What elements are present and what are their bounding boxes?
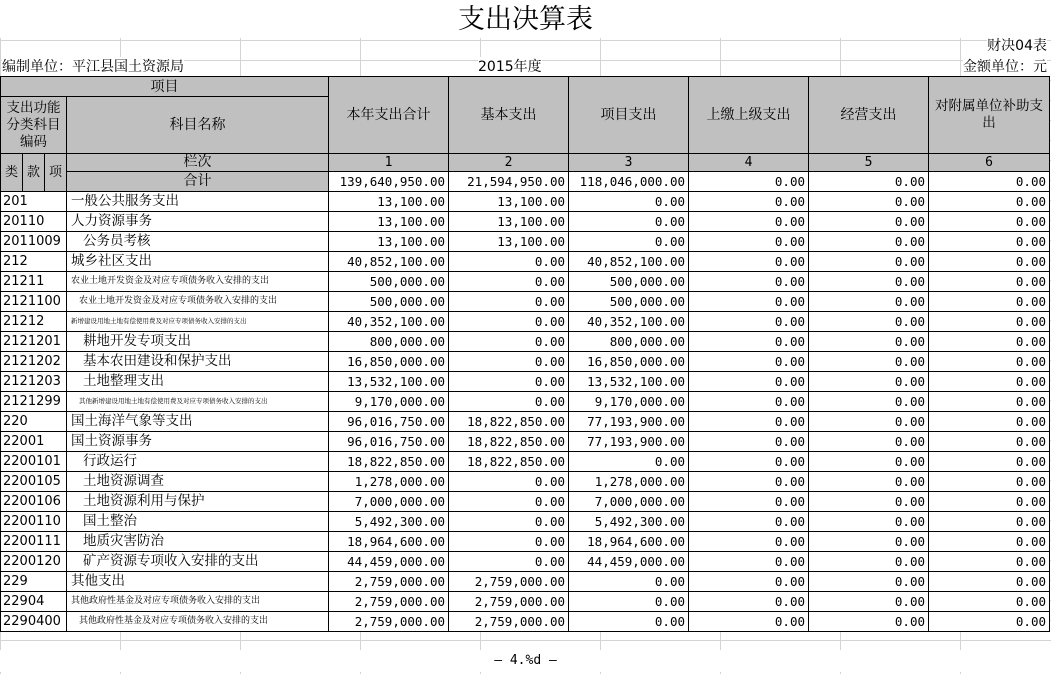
amount-cell: 0.00 bbox=[449, 372, 569, 392]
amount-cell: 0.00 bbox=[809, 392, 929, 412]
amount-cell: 0.00 bbox=[689, 432, 809, 452]
subject-name: 基本农田建设和保护支出 bbox=[67, 352, 329, 372]
amount-cell: 0.00 bbox=[449, 552, 569, 572]
amount-cell: 0.00 bbox=[689, 472, 809, 492]
amount-cell: 7,000,000.00 bbox=[329, 492, 449, 512]
col-header-total: 本年支出合计 bbox=[329, 77, 449, 154]
row-label-header: 栏次 bbox=[67, 154, 329, 172]
subject-code: 2200110 bbox=[1, 512, 67, 532]
amount-cell: 0.00 bbox=[929, 452, 1050, 472]
amount-cell: 500,000.00 bbox=[569, 292, 689, 312]
col-header-basic: 基本支出 bbox=[449, 77, 569, 154]
amount-cell: 2,759,000.00 bbox=[449, 612, 569, 632]
amount-cell: 0.00 bbox=[809, 432, 929, 452]
amount-cell: 0.00 bbox=[809, 292, 929, 312]
table-row bbox=[1, 392, 1050, 412]
amount-cell: 18,822,850.00 bbox=[449, 452, 569, 472]
amount-cell: 96,016,750.00 bbox=[329, 412, 449, 432]
amount-cell: 0.00 bbox=[689, 452, 809, 472]
table-row bbox=[1, 192, 1050, 212]
amount-cell: 0.00 bbox=[689, 532, 809, 552]
amount-cell: 13,100.00 bbox=[329, 232, 449, 252]
project-header: 项目 bbox=[1, 77, 329, 97]
subject-name: 新增建设用地土地有偿使用费及对应专项债务收入安排的支出 bbox=[67, 312, 329, 332]
subject-name: 公务员考核 bbox=[67, 232, 329, 252]
subject-code: 21211 bbox=[1, 272, 67, 292]
amount-cell: 7,000,000.00 bbox=[569, 492, 689, 512]
amount-cell: 0.00 bbox=[929, 192, 1050, 212]
amount-cell: 500,000.00 bbox=[329, 292, 449, 312]
subject-name: 土地资源利用与保护 bbox=[67, 492, 329, 512]
amount-cell: 0.00 bbox=[809, 532, 929, 552]
amount-cell: 0.00 bbox=[569, 192, 689, 212]
kuan-header: 款 bbox=[23, 154, 45, 192]
amount-cell: 18,822,850.00 bbox=[449, 412, 569, 432]
amount-cell: 40,852,100.00 bbox=[569, 252, 689, 272]
amount-cell: 0.00 bbox=[689, 552, 809, 572]
subject-name-header: 科目名称 bbox=[67, 97, 329, 154]
amount-cell: 0.00 bbox=[449, 532, 569, 552]
func-code-header: 支出功能分类科目编码 bbox=[1, 97, 67, 154]
amount-cell: 800,000.00 bbox=[329, 332, 449, 352]
amount-cell: 96,016,750.00 bbox=[329, 432, 449, 452]
subject-name: 一般公共服务支出 bbox=[67, 192, 329, 212]
amount-cell: 0.00 bbox=[689, 372, 809, 392]
amount-cell: 0.00 bbox=[449, 492, 569, 512]
amount-cell: 0.00 bbox=[449, 292, 569, 312]
subject-code: 2200106 bbox=[1, 492, 67, 512]
amount-cell: 0.00 bbox=[569, 592, 689, 612]
amount-cell: 500,000.00 bbox=[329, 272, 449, 292]
amount-cell: 0.00 bbox=[809, 352, 929, 372]
amount-cell: 0.00 bbox=[809, 412, 929, 432]
amount-cell: 0.00 bbox=[689, 572, 809, 592]
total-value: 0.00 bbox=[689, 172, 809, 192]
table-row bbox=[1, 332, 1050, 352]
amount-cell: 0.00 bbox=[809, 232, 929, 252]
amount-cell: 0.00 bbox=[689, 332, 809, 352]
amount-cell: 0.00 bbox=[689, 272, 809, 292]
subject-code: 201 bbox=[1, 192, 67, 212]
amount-cell: 0.00 bbox=[569, 452, 689, 472]
amount-cell: 800,000.00 bbox=[569, 332, 689, 352]
total-value: 118,046,000.00 bbox=[569, 172, 689, 192]
subject-code: 2290400 bbox=[1, 612, 67, 632]
subject-code: 2200101 bbox=[1, 452, 67, 472]
table-row bbox=[1, 532, 1050, 552]
amount-cell: 0.00 bbox=[569, 212, 689, 232]
amount-cell: 0.00 bbox=[449, 272, 569, 292]
subject-name: 土地整理支出 bbox=[67, 372, 329, 392]
table-row bbox=[1, 232, 1050, 252]
lei-header: 类 bbox=[1, 154, 23, 192]
subject-code: 22001 bbox=[1, 432, 67, 452]
table-row bbox=[1, 432, 1050, 452]
subject-code: 20110 bbox=[1, 212, 67, 232]
amount-cell: 0.00 bbox=[929, 512, 1050, 532]
amount-cell: 0.00 bbox=[809, 452, 929, 472]
table-row bbox=[1, 492, 1050, 512]
amount-cell: 0.00 bbox=[449, 252, 569, 272]
amount-cell: 9,170,000.00 bbox=[569, 392, 689, 412]
subject-name: 国土整治 bbox=[67, 512, 329, 532]
xiang-header: 项 bbox=[45, 154, 67, 192]
amount-cell: 0.00 bbox=[809, 472, 929, 492]
table-row bbox=[1, 552, 1050, 572]
amount-cell: 0.00 bbox=[809, 192, 929, 212]
col-header-project: 项目支出 bbox=[569, 77, 689, 154]
amount-cell: 0.00 bbox=[689, 312, 809, 332]
page-footer: — 4.%d — bbox=[0, 650, 1051, 672]
subject-name: 其他政府性基金及对应专项债务收入安排的支出 bbox=[67, 612, 329, 632]
amount-cell: 16,850,000.00 bbox=[329, 352, 449, 372]
subject-code: 229 bbox=[1, 572, 67, 592]
subject-name: 人力资源事务 bbox=[67, 212, 329, 232]
amount-cell: 13,100.00 bbox=[449, 212, 569, 232]
table-row bbox=[1, 472, 1050, 492]
total-value: 21,594,950.00 bbox=[449, 172, 569, 192]
amount-cell: 0.00 bbox=[569, 572, 689, 592]
amount-cell: 0.00 bbox=[569, 612, 689, 632]
subject-name: 其他支出 bbox=[67, 572, 329, 592]
amount-cell: 0.00 bbox=[689, 612, 809, 632]
subject-code: 220 bbox=[1, 412, 67, 432]
amount-cell: 0.00 bbox=[929, 332, 1050, 352]
table-row bbox=[1, 572, 1050, 592]
amount-cell: 0.00 bbox=[689, 492, 809, 512]
amount-cell: 0.00 bbox=[689, 212, 809, 232]
subject-code: 21212 bbox=[1, 312, 67, 332]
subject-name: 行政运行 bbox=[67, 452, 329, 472]
amount-cell: 13,100.00 bbox=[329, 212, 449, 232]
subject-code: 2200105 bbox=[1, 472, 67, 492]
amount-cell: 18,822,850.00 bbox=[449, 432, 569, 452]
amount-cell: 16,850,000.00 bbox=[569, 352, 689, 372]
amount-cell: 0.00 bbox=[689, 252, 809, 272]
subject-code: 2121203 bbox=[1, 372, 67, 392]
amount-cell: 0.00 bbox=[929, 532, 1050, 552]
table-row bbox=[1, 592, 1050, 612]
page-title: 支出决算表 bbox=[0, 0, 1051, 38]
table-row bbox=[1, 612, 1050, 632]
amount-cell: 1,278,000.00 bbox=[329, 472, 449, 492]
amount-cell: 0.00 bbox=[449, 332, 569, 352]
amount-cell: 9,170,000.00 bbox=[329, 392, 449, 412]
amount-cell: 13,532,100.00 bbox=[329, 372, 449, 392]
amount-cell: 18,822,850.00 bbox=[329, 452, 449, 472]
subject-code: 2121201 bbox=[1, 332, 67, 352]
total-label: 合计 bbox=[67, 172, 329, 192]
amount-cell: 0.00 bbox=[809, 572, 929, 592]
amount-cell: 0.00 bbox=[689, 512, 809, 532]
subject-name: 城乡社区支出 bbox=[67, 252, 329, 272]
subject-code: 212 bbox=[1, 252, 67, 272]
amount-cell: 0.00 bbox=[929, 572, 1050, 592]
table-row bbox=[1, 412, 1050, 432]
amount-cell: 0.00 bbox=[689, 592, 809, 612]
col-number: 6 bbox=[929, 154, 1050, 172]
amount-cell: 13,532,100.00 bbox=[569, 372, 689, 392]
amount-cell: 0.00 bbox=[929, 312, 1050, 332]
amount-cell: 40,352,100.00 bbox=[569, 312, 689, 332]
amount-cell: 0.00 bbox=[689, 352, 809, 372]
amount-cell: 0.00 bbox=[929, 272, 1050, 292]
amount-cell: 0.00 bbox=[689, 292, 809, 312]
amount-cell: 0.00 bbox=[449, 392, 569, 412]
amount-cell: 0.00 bbox=[929, 472, 1050, 492]
amount-cell: 0.00 bbox=[929, 212, 1050, 232]
amount-cell: 0.00 bbox=[929, 372, 1050, 392]
subject-name: 农业土地开发资金及对应专项债务收入安排的支出 bbox=[67, 292, 329, 312]
amount-cell: 2,759,000.00 bbox=[329, 592, 449, 612]
amount-cell: 0.00 bbox=[929, 392, 1050, 412]
currency-unit: 金额单位：元 bbox=[963, 59, 1047, 75]
amount-cell: 0.00 bbox=[809, 612, 929, 632]
subject-code: 2200111 bbox=[1, 532, 67, 552]
amount-cell: 0.00 bbox=[929, 612, 1050, 632]
total-row bbox=[1, 172, 1050, 192]
amount-cell: 5,492,300.00 bbox=[329, 512, 449, 532]
table-row bbox=[1, 252, 1050, 272]
amount-cell: 0.00 bbox=[449, 472, 569, 492]
amount-cell: 0.00 bbox=[449, 352, 569, 372]
subject-name: 其他政府性基金及对应专项债务收入安排的支出 bbox=[67, 592, 329, 612]
amount-cell: 40,352,100.00 bbox=[329, 312, 449, 332]
amount-cell: 0.00 bbox=[569, 232, 689, 252]
amount-cell: 0.00 bbox=[929, 412, 1050, 432]
amount-cell: 0.00 bbox=[929, 252, 1050, 272]
col-header-upper: 上缴上级支出 bbox=[689, 77, 809, 154]
col-number: 1 bbox=[329, 154, 449, 172]
table-row bbox=[1, 372, 1050, 392]
amount-cell: 0.00 bbox=[809, 592, 929, 612]
amount-cell: 2,759,000.00 bbox=[449, 572, 569, 592]
amount-cell: 13,100.00 bbox=[329, 192, 449, 212]
header-row-1 bbox=[1, 77, 1050, 97]
amount-cell: 0.00 bbox=[929, 552, 1050, 572]
amount-cell: 0.00 bbox=[929, 492, 1050, 512]
amount-cell: 5,492,300.00 bbox=[569, 512, 689, 532]
col-number: 4 bbox=[689, 154, 809, 172]
total-value: 0.00 bbox=[929, 172, 1050, 192]
subject-code: 2121202 bbox=[1, 352, 67, 372]
table-row bbox=[1, 292, 1050, 312]
table-row bbox=[1, 312, 1050, 332]
total-value: 0.00 bbox=[809, 172, 929, 192]
col-number: 2 bbox=[449, 154, 569, 172]
amount-cell: 13,100.00 bbox=[449, 192, 569, 212]
subject-name: 地质灾害防治 bbox=[67, 532, 329, 552]
subject-name: 耕地开发专项支出 bbox=[67, 332, 329, 352]
amount-cell: 0.00 bbox=[809, 552, 929, 572]
amount-cell: 18,964,600.00 bbox=[569, 532, 689, 552]
subject-name: 土地资源调查 bbox=[67, 472, 329, 492]
table-row bbox=[1, 452, 1050, 472]
amount-cell: 0.00 bbox=[809, 332, 929, 352]
amount-cell: 2,759,000.00 bbox=[329, 612, 449, 632]
subject-code: 2011009 bbox=[1, 232, 67, 252]
subject-name: 国土海洋气象等支出 bbox=[67, 412, 329, 432]
amount-cell: 13,100.00 bbox=[449, 232, 569, 252]
subject-name: 农业土地开发资金及对应专项债务收入安排的支出 bbox=[67, 272, 329, 292]
subject-name: 国土资源事务 bbox=[67, 432, 329, 452]
subject-code: 2121100 bbox=[1, 292, 67, 312]
amount-cell: 1,278,000.00 bbox=[569, 472, 689, 492]
amount-cell: 0.00 bbox=[929, 352, 1050, 372]
amount-cell: 0.00 bbox=[809, 312, 929, 332]
col-header-operating: 经营支出 bbox=[809, 77, 929, 154]
amount-cell: 77,193,900.00 bbox=[569, 432, 689, 452]
amount-cell: 0.00 bbox=[929, 292, 1050, 312]
amount-cell: 500,000.00 bbox=[569, 272, 689, 292]
compiling-unit: 编制单位：平江县国土资源局 bbox=[2, 59, 184, 75]
table-row bbox=[1, 512, 1050, 532]
expenditure-table bbox=[0, 76, 1050, 632]
total-value: 139,640,950.00 bbox=[329, 172, 449, 192]
amount-cell: 2,759,000.00 bbox=[449, 592, 569, 612]
amount-cell: 0.00 bbox=[449, 512, 569, 532]
table-row bbox=[1, 352, 1050, 372]
amount-cell: 0.00 bbox=[809, 372, 929, 392]
col-header-subsidy: 对附属单位补助支出 bbox=[929, 77, 1050, 154]
form-number: 财决04表 bbox=[987, 38, 1047, 54]
amount-cell: 0.00 bbox=[809, 272, 929, 292]
table-row bbox=[1, 272, 1050, 292]
amount-cell: 0.00 bbox=[809, 252, 929, 272]
amount-cell: 0.00 bbox=[809, 492, 929, 512]
subject-name: 矿产资源专项收入安排的支出 bbox=[67, 552, 329, 572]
amount-cell: 0.00 bbox=[689, 192, 809, 212]
subject-code: 22904 bbox=[1, 592, 67, 612]
amount-cell: 0.00 bbox=[929, 232, 1050, 252]
subject-code: 2121299 bbox=[1, 392, 67, 412]
fiscal-year: 2015年度 bbox=[478, 59, 542, 75]
amount-cell: 18,964,600.00 bbox=[329, 532, 449, 552]
column-number-row bbox=[1, 154, 1050, 172]
subject-name: 其他新增建设用地土地有偿使用费及对应专项债务收入安排的支出 bbox=[67, 392, 329, 412]
amount-cell: 2,759,000.00 bbox=[329, 572, 449, 592]
amount-cell: 40,852,100.00 bbox=[329, 252, 449, 272]
amount-cell: 0.00 bbox=[929, 432, 1050, 452]
amount-cell: 0.00 bbox=[809, 512, 929, 532]
amount-cell: 77,193,900.00 bbox=[569, 412, 689, 432]
amount-cell: 44,459,000.00 bbox=[569, 552, 689, 572]
amount-cell: 0.00 bbox=[689, 412, 809, 432]
amount-cell: 0.00 bbox=[809, 212, 929, 232]
col-number: 3 bbox=[569, 154, 689, 172]
amount-cell: 0.00 bbox=[929, 592, 1050, 612]
amount-cell: 0.00 bbox=[689, 392, 809, 412]
col-number: 5 bbox=[809, 154, 929, 172]
amount-cell: 0.00 bbox=[449, 312, 569, 332]
amount-cell: 44,459,000.00 bbox=[329, 552, 449, 572]
table-row bbox=[1, 212, 1050, 232]
amount-cell: 0.00 bbox=[689, 232, 809, 252]
subject-code: 2200120 bbox=[1, 552, 67, 572]
